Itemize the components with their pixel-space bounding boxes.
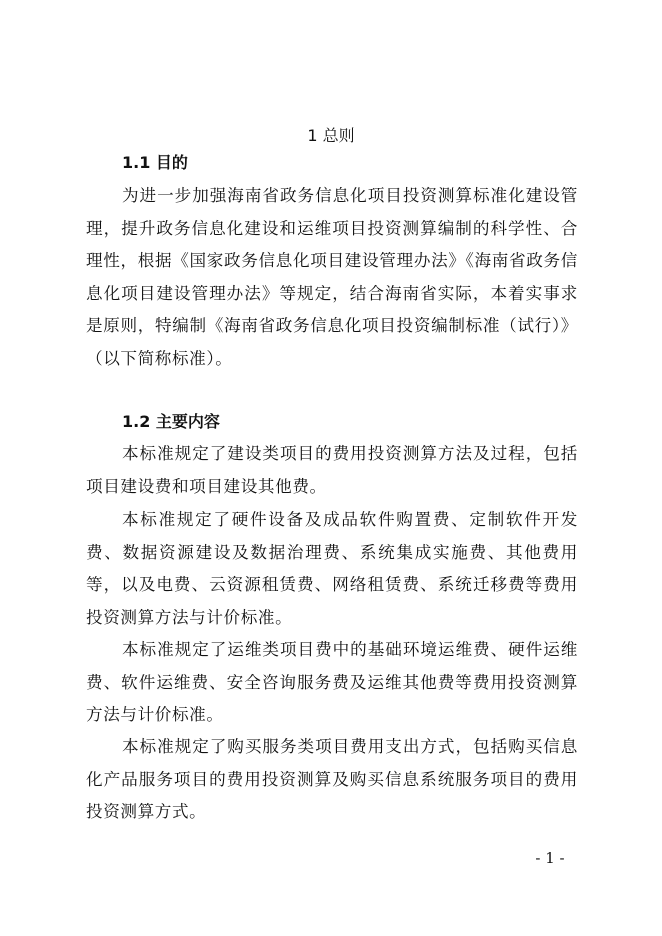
content-paragraph-4: 本标准规定了购买服务类项目费用支出方式，包括购买信息化产品服务项目的费用投资测算及购买信息系统服务项目的费用投资测算方式。	[86, 737, 578, 822]
section-heading-main-content: 1.2 主要内容	[122, 412, 220, 431]
purpose-paragraph: 为进一步加强海南省政务信息化项目投资测算标准化建设管理，提升政务信息化建设和运维项目投资测算编制的科学性、合理性，根据《国家政务信息化项目建设管理办法》《海南省政务信息化项目建设管理办法》等规定，结合海南省实际，本着实事求是原则，特编制《海南省政务信息化项目投资编制标准（试行）》（以下简称标准）。	[86, 186, 578, 368]
content-paragraph-3: 本标准规定了运维类项目费中的基础环境运维费、硬件运维费、软件运维费、安全咨询服务费及运维其他费等费用投资测算方法与计价标准。	[86, 640, 578, 725]
page-number: - 1 -	[535, 849, 565, 867]
chapter-title: 1 总则	[307, 126, 355, 145]
content-paragraph-2: 本标准规定了硬件设备及成品软件购置费、定制软件开发费、数据资源建设及数据治理费、系统集成实施费、其他费用等，以及电费、云资源租赁费、网络租赁费、系统迁移费等费用投资测算方法与计价标准。	[86, 510, 578, 627]
content-paragraph-1: 本标准规定了建设类项目的费用投资测算方法及过程，包括项目建设费和项目建设其他费。	[86, 444, 578, 496]
section-heading-purpose: 1.1 目的	[122, 153, 188, 172]
